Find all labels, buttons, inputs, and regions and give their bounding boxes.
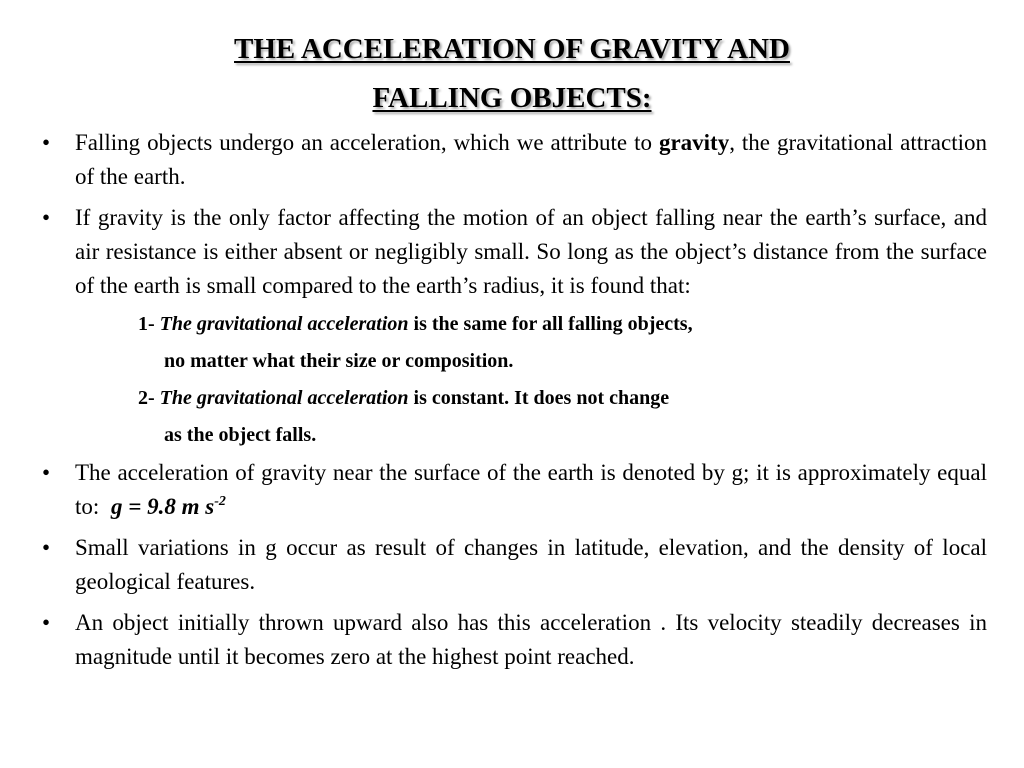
- finding-rest: is the same for all falling objects,: [413, 313, 693, 335]
- bullet-item-variations: [41, 531, 987, 599]
- bullet-text: The acceleration of gravity near the surface of the earth is denoted by g; it is approximately equal to:: [75, 460, 987, 519]
- bullet-item-value-of-g: [41, 456, 987, 524]
- gravity-formula: [111, 494, 226, 519]
- bullet-list: [0, 126, 1024, 674]
- finding-emphasis: The gravitational acceleration: [159, 313, 409, 335]
- title-line-1: THE ACCELERATION OF GRAVITY AND: [234, 33, 790, 66]
- bullet-item-upward-throw: [41, 606, 987, 674]
- bullet-text: An object initially thrown upward also has this acceleration . Its velocity steadily decreases in magnitude until it becomes zero at the highest point reached.: [75, 610, 987, 669]
- findings-list: [0, 306, 1024, 454]
- bullet-text-after: , the gravitational attraction of the earth.: [75, 130, 987, 189]
- finding-item-1-continuation: no matter what their size or composition.: [164, 350, 514, 372]
- bullet-dot-icon: •: [41, 535, 51, 560]
- page-title: [0, 25, 1024, 123]
- bullet-dot-icon: •: [41, 610, 51, 635]
- bullet-text-before: Falling objects undergo an acceleration, which we attribute to: [75, 130, 659, 155]
- bullet-bold-term: gravity: [658, 130, 730, 155]
- bullet-text: If gravity is the only factor affecting the motion of an object falling near the earth’s surface, and air resistance is either absent or negligibly small. So long as the object’s distance from the surface of the earth is small compared to the earth’s radius, it is found that:: [75, 205, 987, 298]
- finding-number: 1-: [138, 313, 155, 335]
- formula-exponent: -2: [214, 494, 226, 509]
- finding-item-2-continuation: as the object falls.: [164, 424, 317, 446]
- bullet-dot-icon: •: [41, 205, 51, 230]
- findings-block: [0, 306, 1024, 454]
- bullet-dot-icon: •: [41, 460, 51, 485]
- finding-item-1: [0, 306, 1024, 343]
- finding-rest: is constant. It does not change: [413, 387, 670, 409]
- formula-text: g = 9.8 m s: [111, 494, 215, 519]
- bullet-item-gravity: [41, 126, 987, 194]
- bullet-item-conditions: [41, 201, 987, 303]
- finding-number: 2-: [138, 387, 155, 409]
- bullet-text: Small variations in g occur as result of changes in latitude, elevation, and the density of local geological features.: [75, 535, 987, 594]
- bullet-dot-icon: •: [41, 130, 51, 155]
- finding-item-2: [0, 380, 1024, 417]
- title-line-2: FALLING OBJECTS:: [372, 82, 652, 115]
- finding-emphasis: The gravitational acceleration: [159, 387, 409, 409]
